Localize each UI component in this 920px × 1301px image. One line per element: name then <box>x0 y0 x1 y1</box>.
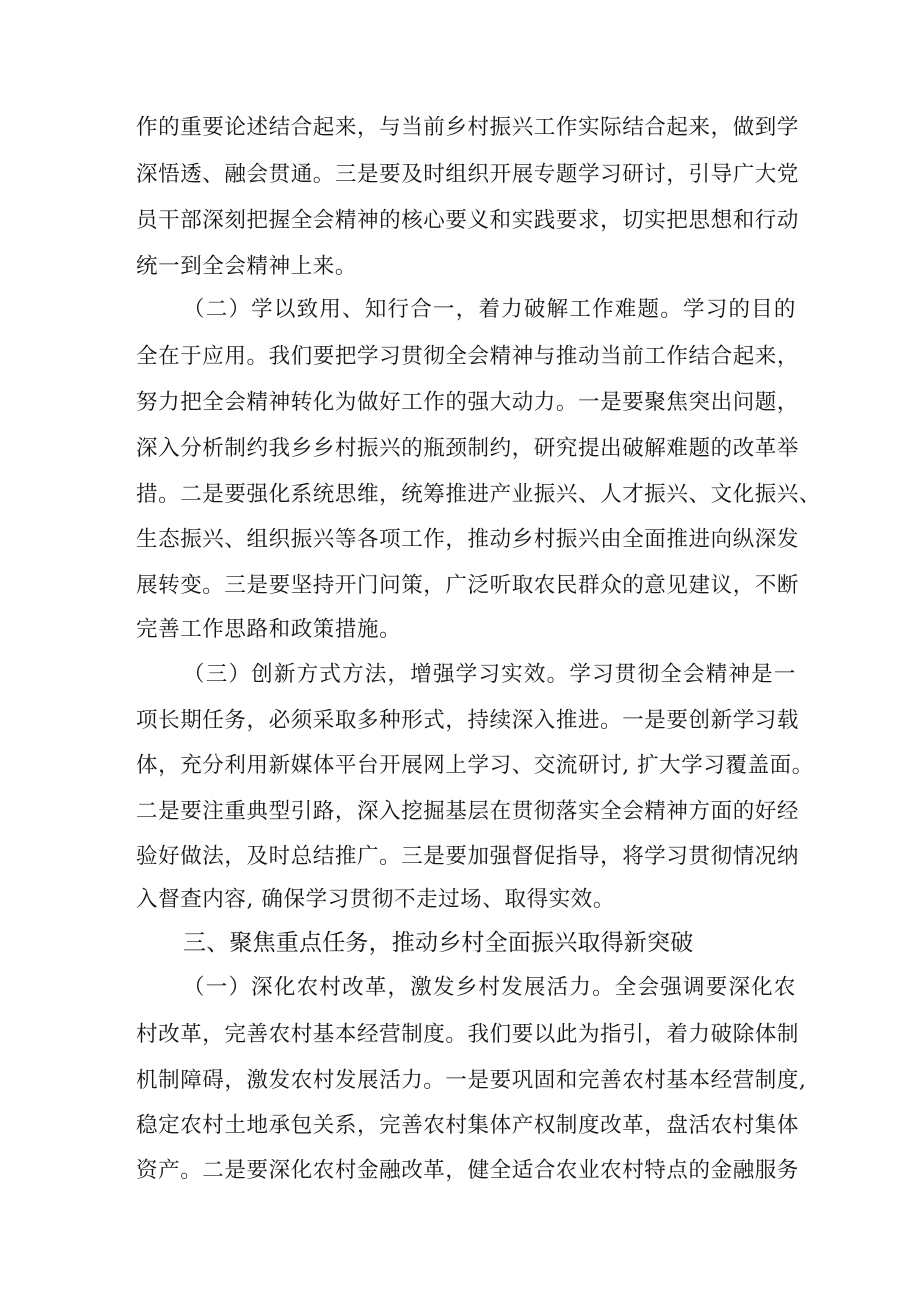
paragraph-line: 验好做法，及时总结推广。三是要加强督促指导，将学习贯彻情况纳 <box>136 844 800 869</box>
paragraph-line: 项长期任务，必须采取多种形式，持续深入推进。一是要创新学习载 <box>136 708 800 733</box>
paragraph-line: 生态振兴、组织振兴等各项工作，推动乡村振兴由全面推进向纵深发 <box>136 527 800 552</box>
paragraph-line: 展转变。三是要坚持开门问策，广泛听取农民群众的意见建议，不断 <box>136 573 800 598</box>
paragraph-line: 二是要注重典型引路，深入挖掘基层在贯彻落实全会精神方面的好经 <box>136 799 800 824</box>
paragraph-line: 入督查内容, 确保学习贯彻不走过场、取得实效。 <box>136 887 615 912</box>
paragraph-line: 作的重要论述结合起来，与当前乡村振兴工作实际结合起来，做到学 <box>136 115 800 140</box>
paragraph-line: 机制障碍，激发农村发展活力。一是要巩固和完善农村基本经营制度, <box>136 1068 807 1093</box>
paragraph-line: （三）创新方式方法，增强学习实效。学习贯彻全会精神是一 <box>183 662 796 687</box>
paragraph-line: 村改革，完善农村基本经营制度。我们要以此为指引，着力破除体制 <box>136 1022 800 1047</box>
paragraph-line: 努力把全会精神转化为做好工作的强大动力。一是要聚焦突出问题， <box>136 390 800 415</box>
paragraph-line: 员干部深刻把握全会精神的核心要义和实践要求，切实把思想和行动 <box>136 208 800 233</box>
section-heading: 三、聚焦重点任务，推动乡村全面振兴取得新突破 <box>183 930 694 956</box>
paragraph-line: 稳定农村土地承包关系，完善农村集体产权制度改革，盘活农村集体 <box>136 1113 800 1138</box>
paragraph-line: 措。二是要强化系统思维，统筹推进产业振兴、人才振兴、文化振兴、 <box>136 482 822 507</box>
paragraph-line: 深入分析制约我乡乡村振兴的瓶颈制约，研究提出破解难题的改革举 <box>136 436 800 461</box>
paragraph-line: 统一到全会精神上来。 <box>136 254 358 279</box>
paragraph-line: 资产。二是要深化农村金融改革，健全适合农业农村特点的金融服务 <box>136 1158 800 1183</box>
paragraph-line: （二）学以致用、知行合一，着力破解工作难题。学习的目的 <box>183 297 796 322</box>
paragraph-line: 完善工作思路和政策措施。 <box>136 617 402 642</box>
paragraph-line: 体，充分利用新媒体平台开展网上学习、交流研讨, 扩大学习覆盖面。 <box>136 753 814 778</box>
paragraph-line: 深悟透、融会贯通。三是要及时组织开展专题学习研讨，引导广大党 <box>136 162 800 187</box>
paragraph-line: 全在于应用。我们要把学习贯彻全会精神与推动当前工作结合起来， <box>136 344 800 369</box>
paragraph-line: （一）深化农村改革，激发乡村发展活力。全会强调要深化农 <box>183 975 796 1000</box>
